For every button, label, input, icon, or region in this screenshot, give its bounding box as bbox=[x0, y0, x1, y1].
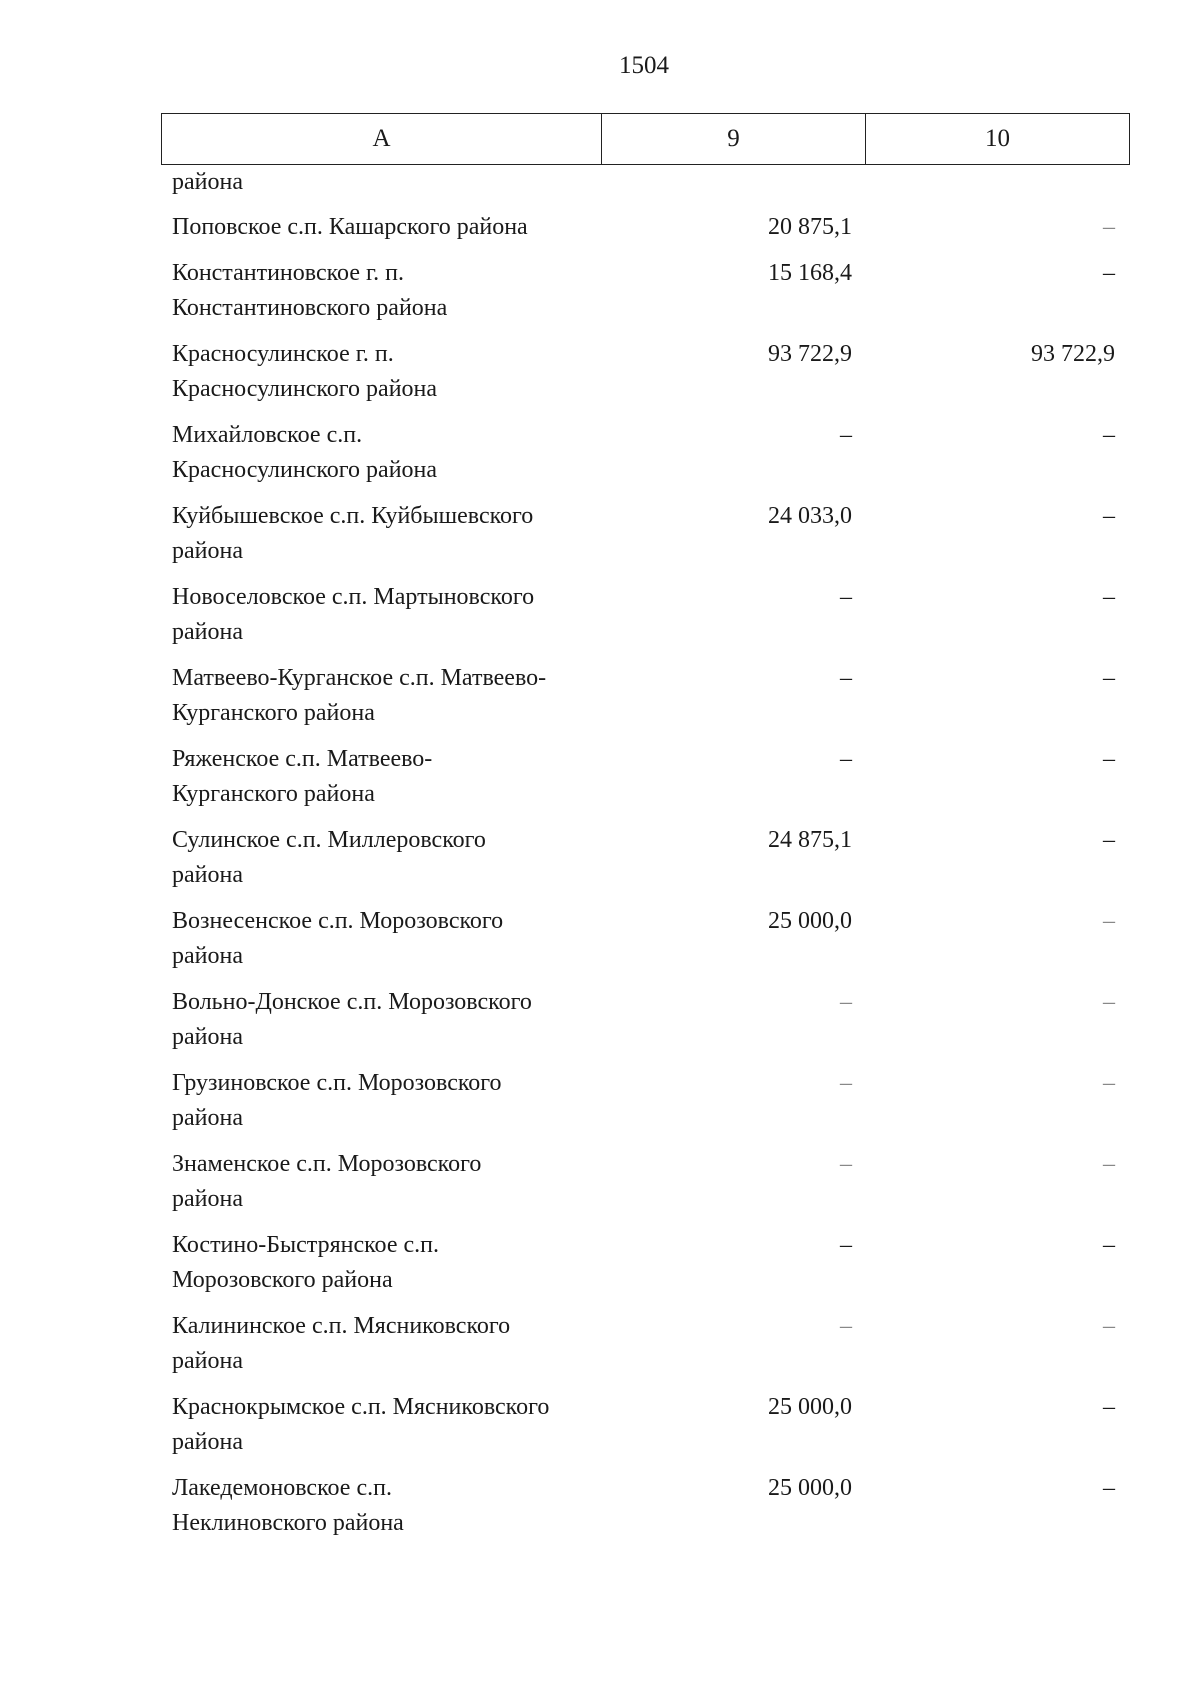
row-value-9: – bbox=[840, 1151, 852, 1177]
table-row bbox=[161, 1471, 1126, 1541]
row-value-10: – bbox=[1103, 422, 1115, 448]
row-value-9: 24 033,0 bbox=[768, 503, 852, 529]
column-header-10: 10 bbox=[866, 114, 1130, 165]
row-value-9: – bbox=[840, 665, 852, 691]
row-name: Ряженское с.п. Матвеево- Курганского района bbox=[172, 746, 433, 807]
row-name: Красносулинское г. п. Красносулинского района bbox=[172, 341, 438, 402]
table-row bbox=[161, 337, 1126, 407]
row-value-9: 93 722,9 bbox=[768, 341, 852, 367]
row-value-10: – bbox=[1103, 1232, 1115, 1258]
row-name: Сулинское с.п. Миллеровского района bbox=[172, 827, 486, 888]
row-value-10: – bbox=[1103, 1313, 1115, 1339]
row-value-9: – bbox=[840, 989, 852, 1015]
page-number: 1504 bbox=[619, 52, 669, 79]
row-value-9: 20 875,1 bbox=[768, 214, 852, 240]
row-value-10: – bbox=[1103, 1394, 1115, 1420]
table-row bbox=[161, 210, 1126, 245]
row-value-10: – bbox=[1103, 746, 1115, 772]
column-header-a: А bbox=[162, 114, 602, 165]
row-value-9: 25 000,0 bbox=[768, 1475, 852, 1501]
table-row bbox=[161, 418, 1126, 488]
row-value-10: – bbox=[1103, 989, 1115, 1015]
row-name: Куйбышевское с.п. Куйбышевского района bbox=[172, 503, 534, 564]
row-value-9: 25 000,0 bbox=[768, 908, 852, 934]
row-value-9: – bbox=[840, 422, 852, 448]
row-value-10: – bbox=[1103, 1070, 1115, 1096]
row-value-9: 25 000,0 bbox=[768, 1394, 852, 1420]
table-row bbox=[161, 1390, 1126, 1460]
row-value-10: – bbox=[1103, 827, 1115, 853]
row-name: Костино-Быстрянское с.п. Морозовского района bbox=[172, 1232, 439, 1293]
row-name: Знаменское с.п. Морозовского района bbox=[172, 1151, 482, 1212]
row-name: Вознесенское с.п. Морозовского района bbox=[172, 908, 504, 969]
row-value-9: – bbox=[840, 1070, 852, 1096]
row-value-10: 93 722,9 bbox=[1031, 341, 1115, 367]
row-value-9: 15 168,4 bbox=[768, 260, 852, 286]
row-name: Краснокрымское с.п. Мясниковского района bbox=[172, 1394, 550, 1455]
table-header bbox=[161, 113, 1130, 165]
row-value-10: – bbox=[1103, 908, 1115, 934]
row-value-10: – bbox=[1103, 665, 1115, 691]
row-name: Михайловское с.п. Красносулинского района bbox=[172, 422, 438, 483]
row-name: Калининское с.п. Мясниковского района bbox=[172, 1313, 511, 1374]
row-value-9: – bbox=[840, 1313, 852, 1339]
row-value-9: 24 875,1 bbox=[768, 827, 852, 853]
row-value-10: – bbox=[1103, 1475, 1115, 1501]
carry-over-text: района bbox=[172, 169, 243, 195]
table-row bbox=[161, 1309, 1126, 1379]
table-row bbox=[161, 904, 1126, 974]
row-name: Поповское с.п. Кашарского района bbox=[172, 214, 528, 240]
table-row bbox=[161, 499, 1126, 569]
row-value-10: – bbox=[1103, 1151, 1115, 1177]
table-row bbox=[161, 661, 1126, 731]
row-value-10: – bbox=[1103, 214, 1115, 240]
row-value-10: – bbox=[1103, 260, 1115, 286]
column-header-9: 9 bbox=[602, 114, 866, 165]
row-value-9: – bbox=[840, 1232, 852, 1258]
row-name: Вольно-Донское с.п. Морозовского района bbox=[172, 989, 532, 1050]
table-row bbox=[161, 256, 1126, 326]
table-row bbox=[161, 580, 1126, 650]
row-name: Лакедемоновское с.п. Неклиновского района bbox=[172, 1475, 404, 1536]
row-name: Новоселовское с.п. Мартыновского района bbox=[172, 584, 535, 645]
table-row bbox=[161, 985, 1126, 1055]
row-value-9: – bbox=[840, 584, 852, 610]
row-name: Грузиновское с.п. Морозовского района bbox=[172, 1070, 502, 1131]
table-row bbox=[161, 823, 1126, 893]
table-row bbox=[161, 1147, 1126, 1217]
row-value-9: – bbox=[840, 746, 852, 772]
row-value-10: – bbox=[1103, 503, 1115, 529]
row-name: Константиновское г. п. Константиновского района bbox=[172, 260, 448, 321]
table-row bbox=[161, 1066, 1126, 1136]
row-value-10: – bbox=[1103, 584, 1115, 610]
table-row bbox=[161, 1228, 1126, 1298]
table-row bbox=[161, 742, 1126, 812]
table-body bbox=[161, 165, 1126, 1552]
row-name: Матвеево-Курганское с.п. Матвеево- Курганского района bbox=[172, 665, 547, 726]
